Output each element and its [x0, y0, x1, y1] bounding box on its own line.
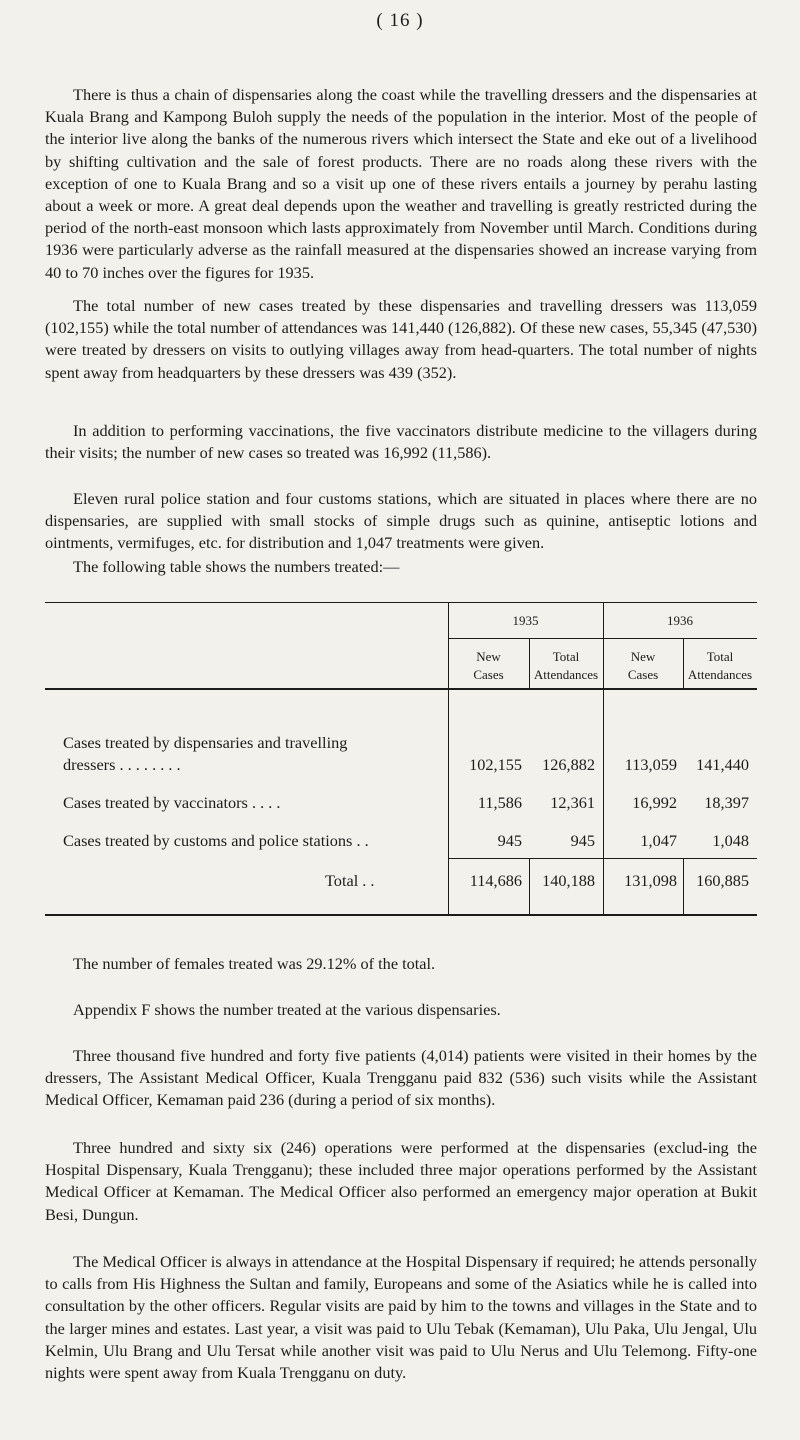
paragraph-dispensary-chain: There is thus a chain of dispensaries along the coast while the travelling dressers and the dispensaries at Kuala Brang and Kampong Buloh supply the needs of the population in the interior. Most of the people of the interior live along the banks of the numerous rivers which intersect the State and eke out of a livelihood by shifting cultivation and the sale of forest products. There are no roads along these rivers with the exception of one to Kuala Brang and so a visit up one of these rivers entails a journey by perahu lasting about a week or more. A great deal depends upon the weather and travelling is greatly restricted during the period of the north-east monsoon which lasts approximately from November until March. Conditions during 1936 were particularly adverse as the rainfall measured at the dispensaries showed an increase varying from 40 to 70 inches over the figures for 1935. [45, 85, 757, 282]
table-cell: 1,048 [712, 831, 749, 850]
table-cell: 141,440 [696, 755, 749, 774]
year-header-1936: 1936 [667, 613, 693, 628]
paragraph-police-customs: Eleven rural police station and four customs stations, which are situated in places where there are no dispensaries, are supplied with small stocks of simple drugs such as quinine, antiseptic lotions and ointments, vermifuges, etc. for distribution and 1,047 treatments were given. [45, 489, 757, 553]
total-cell: 160,885 [696, 871, 749, 890]
table-cell: 945 [570, 831, 595, 850]
page-number: ( 16 ) [376, 10, 424, 31]
table-cell: 11,586 [477, 793, 522, 812]
table-cell: 102,155 [469, 755, 522, 774]
paragraph-medical-officer: The Medical Officer is always in attendance at the Hospital Dispensary if required; he attends personally to calls from His Highness the Sultan and family, Europeans and some of the Asiatics while he is called into consultation by the other officers. Regular visits are paid by him to the towns and villages in the State and to the larger mines and estates. Last year, a visit was paid to Ulu Tebak (Kemaman), Ulu Paka, Ulu Jengal, Ulu Kelmin, Ulu Brang and Ulu Tersat while another visit was paid to Ulu Nerus and Ulu Telemong. Fifty-one nights were spent away from Kuala Trengganu on duty. [45, 1252, 757, 1383]
total-cell: 131,098 [624, 871, 677, 890]
row-label-customs-police: Cases treated by customs and police stations . . [63, 831, 369, 850]
subheader-total-attendances-1935: Total Attendances [533, 649, 599, 682]
paragraph-appendix-f: Appendix F shows the number treated at the various dispensaries. [73, 1000, 501, 1019]
row-label-total: Total . . [325, 871, 375, 890]
total-cell: 140,188 [542, 871, 595, 890]
paragraph-home-visits: Three thousand five hundred and forty five patients (4,014) patients were visited in their homes by the dressers, The Assistant Medical Officer, Kuala Trengganu paid 832 (536) such visits while the Assistant Medical Officer, Kemaman paid 236 (during a period of six months). [45, 1046, 757, 1110]
table-cell: 945 [497, 831, 522, 850]
total-cell: 114,686 [469, 871, 522, 890]
table-cell: 16,992 [632, 793, 677, 812]
table-cell: 18,397 [704, 793, 749, 812]
table-cell: 113,059 [624, 755, 677, 774]
row-label-dispensaries: Cases treated by dispensaries and travelling dressers . . . . . . . . [63, 733, 348, 774]
subheader-total-attendances-1936: Total Attendances [687, 649, 753, 682]
table-cell: 12,361 [550, 793, 595, 812]
cases-treated-table [45, 602, 757, 927]
table-cell: 126,882 [542, 755, 595, 774]
paragraph-vaccinators: In addition to performing vaccinations, the five vaccinators distribute medicine to the villagers during their visits; the number of new cases so treated was 16,992 (11,586). [45, 421, 757, 463]
paragraph-new-cases-total: The total number of new cases treated by these dispensaries and travelling dressers was 113,059 (102,155) while the total number of attendances was 141,440 (126,882). Of these new cases, 55,345 (47,530) were treated by dressers on visits to outlying villages away from head-quarters. The total number of nights spent away from headquarters by these dressers was 439 (352). [45, 296, 757, 382]
paragraph-table-intro: The following table shows the numbers treated:— [73, 557, 400, 576]
year-header-1935: 1935 [512, 613, 539, 628]
subheader-new-cases-1935: New Cases [473, 649, 504, 682]
paragraph-operations: Three hundred and sixty six (246) operations were performed at the dispensaries (exclud-ing the Hospital Dispensary, Kuala Trengganu); these included three major operations performed by the Assistant Medical Officer at Kemaman. The Medical Officer also performed an emergency major operation at Bukit Besi, Dungun. [45, 1138, 757, 1224]
table-cell: 1,047 [640, 831, 677, 850]
subheader-new-cases-1936: New Cases [627, 649, 659, 682]
row-label-vaccinators: Cases treated by vaccinators . . . . [63, 793, 281, 812]
paragraph-females: The number of females treated was 29.12% of the total. [73, 954, 436, 973]
